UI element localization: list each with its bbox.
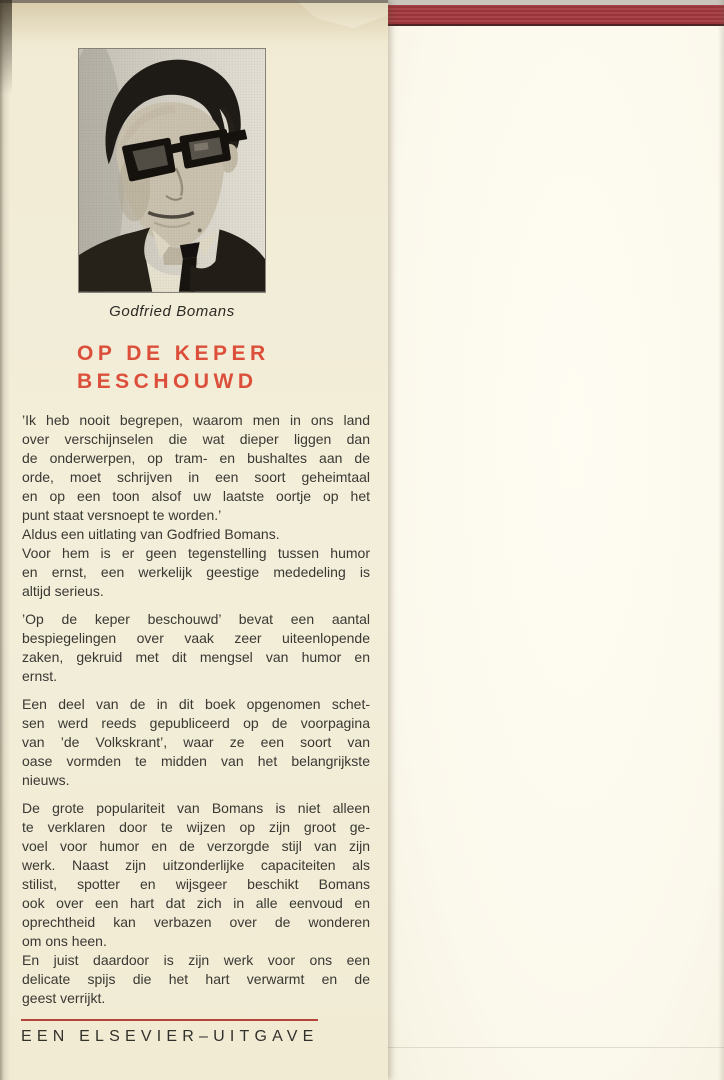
blurb-line: van ’de Volkskrant’, waar ze een soort van <box>22 734 370 750</box>
book-title <box>77 340 270 396</box>
blurb-line: en op een toon alsof uw laatste oortje op het <box>22 488 370 504</box>
blurb-line: bespiegelingen over vaak zeer uiteenlopende <box>22 630 370 646</box>
flap-paragraph <box>22 799 370 1008</box>
page-bottom-edge-line <box>388 1047 724 1048</box>
blurb-line: delicate spijs die het hart verwarmt en de <box>22 971 370 987</box>
flap-top-wear-stain <box>0 3 388 49</box>
author-photo <box>78 48 266 293</box>
blurb-line: Aldus een uitlating van Godfried Bomans. <box>22 526 280 542</box>
book-title-line-1: OP DE KEPER <box>77 342 270 365</box>
blurb-line: De grote populariteit van Bomans is niet alleen <box>22 800 370 816</box>
book-page-background <box>388 0 724 1080</box>
flap-top-edge-line <box>0 0 388 3</box>
blurb-line: en ernst, een werkelijk geestige mededeling is <box>22 564 370 580</box>
flap-paragraph <box>22 610 370 686</box>
blurb-line: zaken, gekruid met dit mengsel van humor en <box>22 649 370 665</box>
blurb-line: Voor hem is er geen tegenstelling tussen humor <box>22 545 370 561</box>
blurb-line: geest verrijkt. <box>22 990 106 1006</box>
blurb-line: orde, moet schrijven in een soort geheimtaal <box>22 469 370 485</box>
blurb-line: ’Op de keper beschouwd’ bevat een aantal <box>22 611 370 627</box>
blurb-line: stilist, spotter en wijsgeer beschikt Bomans <box>22 876 370 892</box>
blurb-line: sen werd reeds gepubliceerd op de voorpagina <box>22 715 370 731</box>
blurb-line: voel voor humor en de verzorgde stijl van zijn <box>22 838 370 854</box>
book-cloth-spine-band <box>386 5 724 26</box>
page-right-edge-shadow <box>718 0 724 1080</box>
halftone-texture <box>79 49 265 291</box>
blurb-line: nieuws. <box>22 772 70 788</box>
photo-caption: Godfried Bomans <box>109 303 235 320</box>
author-portrait <box>79 49 265 292</box>
blurb-line: de onderwerpen, op tram- en bushaltes aan de <box>22 450 370 466</box>
flap-left-dark-corner <box>0 0 12 95</box>
blurb-line: oase vormden te midden van het belangrijkste <box>22 753 370 769</box>
flap-blurb-text <box>22 411 370 1008</box>
blurb-line: altijd serieus. <box>22 583 104 599</box>
blurb-line: Een deel van de in dit boek opgenomen schet- <box>22 696 370 712</box>
blurb-line: En juist daardoor is zijn werk voor ons een <box>22 952 370 968</box>
flap-paragraph <box>22 411 370 601</box>
flap-left-crease <box>0 0 10 1080</box>
blurb-line: oprechtheid kan verbazen over de wonderen <box>22 914 370 930</box>
blurb-line: ’Ik heb nooit begrepen, waarom men in ons land <box>22 412 370 428</box>
blurb-line: om ons heen. <box>22 933 107 949</box>
blurb-line: te verklaren door te wijzen op zijn groot ge- <box>22 819 370 835</box>
blurb-line: ook over een hart dat zich in alle eenvoud en <box>22 895 370 911</box>
red-divider-rule <box>21 1019 318 1021</box>
blurb-line: werk. Naast zijn uitzonderlijke capaciteiten als <box>22 857 370 873</box>
blurb-line: punt staat versnoept te worden.’ <box>22 507 222 523</box>
flap-paragraph <box>22 695 370 790</box>
publisher-line: EEN ELSEVIER–UITGAVE <box>21 1028 319 1045</box>
blurb-line: ernst. <box>22 668 58 684</box>
book-title-line-2: BESCHOUWD <box>77 370 258 393</box>
blurb-line: over verschijnselen die wat dieper liggen dan <box>22 431 370 447</box>
